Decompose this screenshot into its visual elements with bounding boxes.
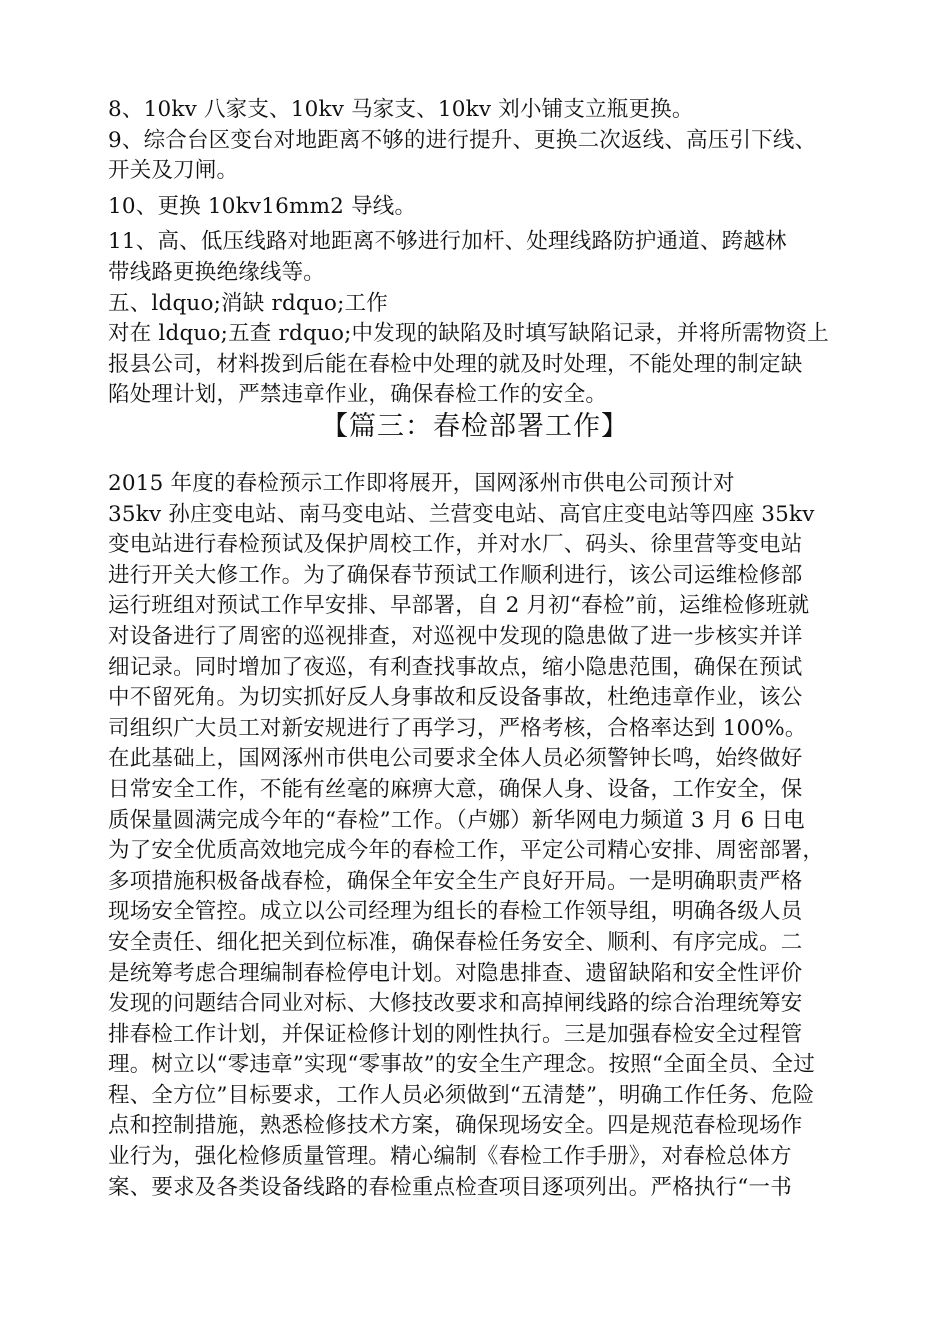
text-line: 运行班组对预试工作早安排、早部署，自 2 月初“春检”前，运维检修班就	[108, 593, 810, 619]
text-line: 陷处理计划，严禁违章作业，确保春检工作的安全。	[108, 382, 608, 408]
text-line: 五、ldquo;消缺 rdquo;工作	[108, 290, 388, 316]
text-line: 质保量圆满完成今年的“春检”工作。（卢娜）新华网电力频道 3 月 6 日电	[108, 807, 805, 833]
section-bottom-text	[108, 469, 860, 1203]
text-line: 案、要求及各类设备线路的春检重点检查项目逐项列出。严格执行“一书	[108, 1174, 792, 1200]
text-line: 理。树立以“零违章”实现“零事故”的安全生产理念。按照“全面全员、全过	[108, 1052, 815, 1078]
text-line: 日常安全工作，不能有丝毫的麻痹大意，确保人身、设备，工作安全，保	[108, 776, 803, 802]
text-line: 发现的问题结合同业对标、大修技改要求和高掉闸线路的综合治理统筹安	[108, 991, 803, 1017]
text-line: 对在 ldquo;五查 rdquo;中发现的缺陷及时填写缺陷记录，并将所需物资上	[108, 321, 829, 347]
text-line: 带线路更换绝缘线等。	[108, 259, 326, 285]
text-line: 开关及刀闸。	[108, 158, 239, 184]
text-line: 变电站进行春检预试及保护周校工作，并对水厂、码头、徐里营等变电站	[108, 532, 803, 558]
text-line: 报县公司，材料拨到后能在春检中处理的就及时处理，不能处理的制定缺	[108, 351, 803, 377]
text-line: 11、高、低压线路对地距离不够进行加杆、处理线路防护通道、跨越林	[108, 229, 787, 255]
text-line: 8、10kv 八家支、10kv 马家支、10kv 刘小铺支立瓶更换。	[108, 97, 694, 122]
text-line: 点和控制措施，熟悉检修技术方案，确保现场安全。四是规范春检现场作	[108, 1113, 803, 1139]
text-line: 对设备进行了周密的巡视排查，对巡视中发现的隐患做了进一步核实并详	[108, 623, 803, 649]
text-line: 排春检工作计划，并保证检修计划的刚性执行。三是加强春检安全过程管	[108, 1021, 803, 1047]
section-heading: 【篇三：春检部署工作】	[321, 411, 629, 442]
text-line: 中不留死角。为切实抓好反人身事故和反设备事故，杜绝违章作业，该公	[108, 685, 803, 711]
text-line: 业行为，强化检修质量管理。精心编制《春检工作手册》，对春检总体方	[108, 1144, 792, 1170]
text-line: 安全责任、细化把关到位标准，确保春检任务安全、顺利、有序完成。二	[108, 929, 803, 955]
text-line: 在此基础上，国网涿州市供电公司要求全体人员必须警钟长鸣，始终做好	[108, 746, 803, 772]
text-line: 多项措施积极备战春检，确保全年安全生产良好开局。一是明确职责严格	[108, 868, 803, 894]
text-line: 35kv 孙庄变电站、南马变电站、兰营变电站、高官庄变电站等四座 35kv	[108, 501, 815, 527]
text-line: 细记录。同时增加了夜巡，有利查找事故点，缩小隐患范围，确保在预试	[108, 654, 803, 680]
text-line: 司组织广大员工对新安规进行了再学习，严格考核，合格率达到 100%。	[108, 715, 807, 741]
section-top-text	[108, 95, 860, 411]
text-line: 程、全方位”目标要求，工作人员必须做到“五清楚”，明确工作任务、危险	[108, 1082, 815, 1108]
text-line: 9、综合台区变台对地距离不够的进行提升、更换二次返线、高压引下线、	[108, 127, 817, 153]
text-line: 是统筹考虑合理编制春检停电计划。对隐患排查、遗留缺陷和安全性评价	[108, 960, 803, 986]
text-line: 进行开关大修工作。为了确保春节预试工作顺利进行，该公司运维检修部	[108, 562, 803, 588]
text-line: 现场安全管控。成立以公司经理为组长的春检工作领导组，明确各级人员	[108, 899, 803, 925]
text-line: 2015 年度的春检预示工作即将展开，国网涿州市供电公司预计对	[108, 471, 735, 496]
text-line: 为了安全优质高效地完成今年的春检工作，平定公司精心安排、周密部署，	[108, 838, 825, 864]
text-line: 10、更换 10kv16mm2 导线。	[108, 193, 417, 219]
